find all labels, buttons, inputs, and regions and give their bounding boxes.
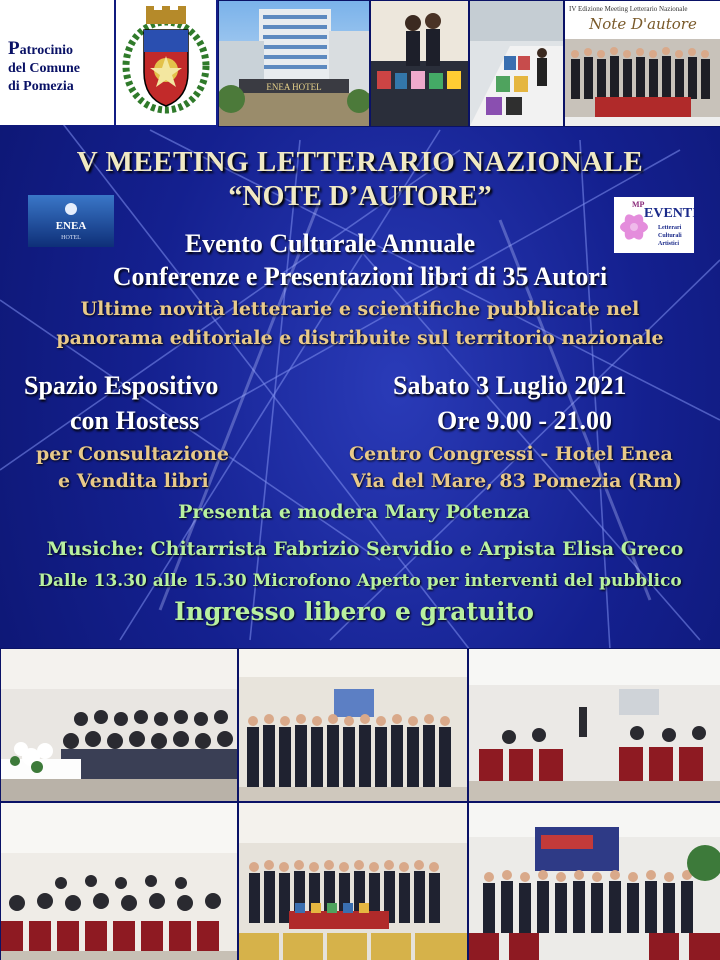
gallery-photo-audience-seated <box>0 802 238 960</box>
patrocinio-box <box>0 0 114 125</box>
consultazione-text: per Consultazione <box>36 443 230 465</box>
novita-line1: Ultime novità letterarie e scientifiche pubblicate nel <box>80 298 640 320</box>
headline-line1: V MEETING LETTERARIO NAZIONALE <box>76 146 644 178</box>
address-text: Via del Mare, 83 Pomezia (Rm) <box>351 470 682 492</box>
patrocinio-line1: atrocinio <box>19 43 74 58</box>
mp-logo-label: MP <box>632 200 645 209</box>
headline-line2: “NOTE D’AUTORE” <box>228 181 492 212</box>
gallery-photo-group <box>238 648 468 802</box>
patrocinio-line2: del Comune <box>8 61 80 76</box>
gallery-photo-audience-flowers <box>0 648 238 802</box>
patrocinio-text <box>8 40 80 96</box>
pomezia-crest <box>116 0 216 125</box>
spazio-title: Spazio Espositivo <box>24 371 219 400</box>
enea-logo-name: ENEA <box>55 220 87 232</box>
event-line2: Conferenze e Presentazioni libri di 35 Autori <box>112 262 608 291</box>
patrocinio-line3: di Pomezia <box>8 79 74 94</box>
edition-title: IV Edizione Meeting Letterario Nazionale <box>569 5 688 13</box>
vendita-text: e Vendita libri <box>58 470 209 492</box>
photo-previous-edition <box>564 0 720 127</box>
mp-logo-line1: Letterari <box>658 225 682 231</box>
gallery-photo-book-table-group <box>238 802 468 960</box>
mp-logo-line3: Artistici <box>658 241 679 247</box>
gallery-photo-conference-hall <box>468 648 720 802</box>
event-hours: Ore 9.00 - 21.00 <box>437 406 612 435</box>
presenta-text: Presenta e modera Mary Potenza <box>178 501 530 523</box>
mp-logo-title: EVENTI <box>644 206 694 221</box>
edition-script: Note D'autore <box>589 15 697 33</box>
ingresso-text: Ingresso libero e gratuito <box>174 597 534 626</box>
enea-logo-sub: HOTEL <box>61 235 81 241</box>
musiche-text: Musiche: Chitarrista Fabrizio Servidio e Arpista Elisa Greco <box>46 538 684 560</box>
microfono-text: Dalle 13.30 alle 15.30 Microfono Aperto per interventi del pubblico <box>38 571 682 591</box>
novita-line2: panorama editoriale e distribuite sul territorio nazionale <box>56 327 664 349</box>
event-date: Sabato 3 Luglio 2021 <box>393 371 627 400</box>
event-line1: Evento Culturale Annuale <box>184 229 476 258</box>
hostess-title: con Hostess <box>70 406 200 435</box>
crest-icon <box>116 0 216 125</box>
photo-book-table <box>469 0 564 127</box>
photo-hotel-enea <box>218 0 370 127</box>
venue-text: Centro Congressi - Hotel Enea <box>349 443 673 465</box>
gallery-photo-group-banner <box>468 802 720 960</box>
mp-logo-line2: Culturali <box>658 233 682 239</box>
patrocinio-initial: P <box>8 38 20 59</box>
photo-hostess-books <box>370 0 469 127</box>
hotel-sign-text: ENEA HOTEL <box>266 82 322 92</box>
